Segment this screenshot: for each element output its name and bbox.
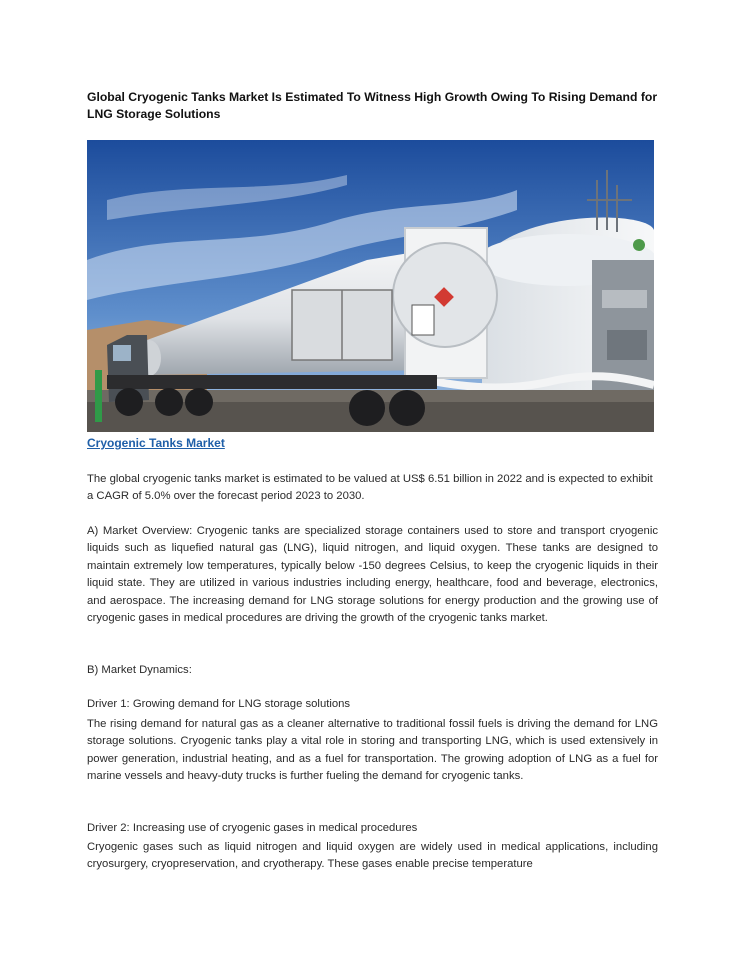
driver-2-paragraph: Cryogenic gases such as liquid nitrogen and liquid oxygen are widely used in medical applications, including cryosurgery, cryopreservation, and cryotherapy. These gases enable precise temperature <box>87 841 658 871</box>
market-overview-paragraph: A) Market Overview: Cryogenic tanks are specialized storage containers used to store and transport cryogenic liquids such as liquefied natural gas (LNG), liquid nitrogen, and liquid oxygen. These tanks are designed to maintain extremely low temperatures, typically below -150 degrees Celsius, to keep the cryogenic liquids in their liquid state. They are utilized in various industries including energy, healthcare, food and beverage, electronics, and aerospace. The increasing demand for LNG storage solutions for energy production and the growing use of cryogenic gases in medical procedures are driving the growth of the cryogenic tanks market. <box>87 525 658 625</box>
article-title: Global Cryogenic Tanks Market Is Estimated To Witness High Growth Owing To Rising Demand for LNG Storage Solutions <box>87 90 658 121</box>
driver-2-heading: Driver 2: Increasing use of cryogenic gases in medical procedures <box>87 822 418 834</box>
driver-1-heading: Driver 1: Growing demand for LNG storage solutions <box>87 698 351 710</box>
cryogenic-tanks-market-link[interactable]: Cryogenic Tanks Market <box>87 436 225 450</box>
intro-paragraph: The global cryogenic tanks market is estimated to be valued at US$ 6.51 billion in 2022 and is expected to exhibit a CAGR of 5.0% over the forecast period 2023 to 2030. <box>87 473 653 503</box>
driver-1-paragraph: The rising demand for natural gas as a cleaner alternative to traditional fossil fuels is driving the demand for LNG storage solutions. Cryogenic tanks play a vital role in storing and transporting LNG, which is used extensively in power generation, industrial heating, and as a fuel for transportation. The growing adoption of LNG as a fuel for marine vessels and heavy-duty trucks is further fueling the demand for cryogenic tanks. <box>87 718 658 783</box>
cryogenic-tank-truck-photo <box>87 140 654 432</box>
market-dynamics-heading: B) Market Dynamics: <box>87 664 192 676</box>
